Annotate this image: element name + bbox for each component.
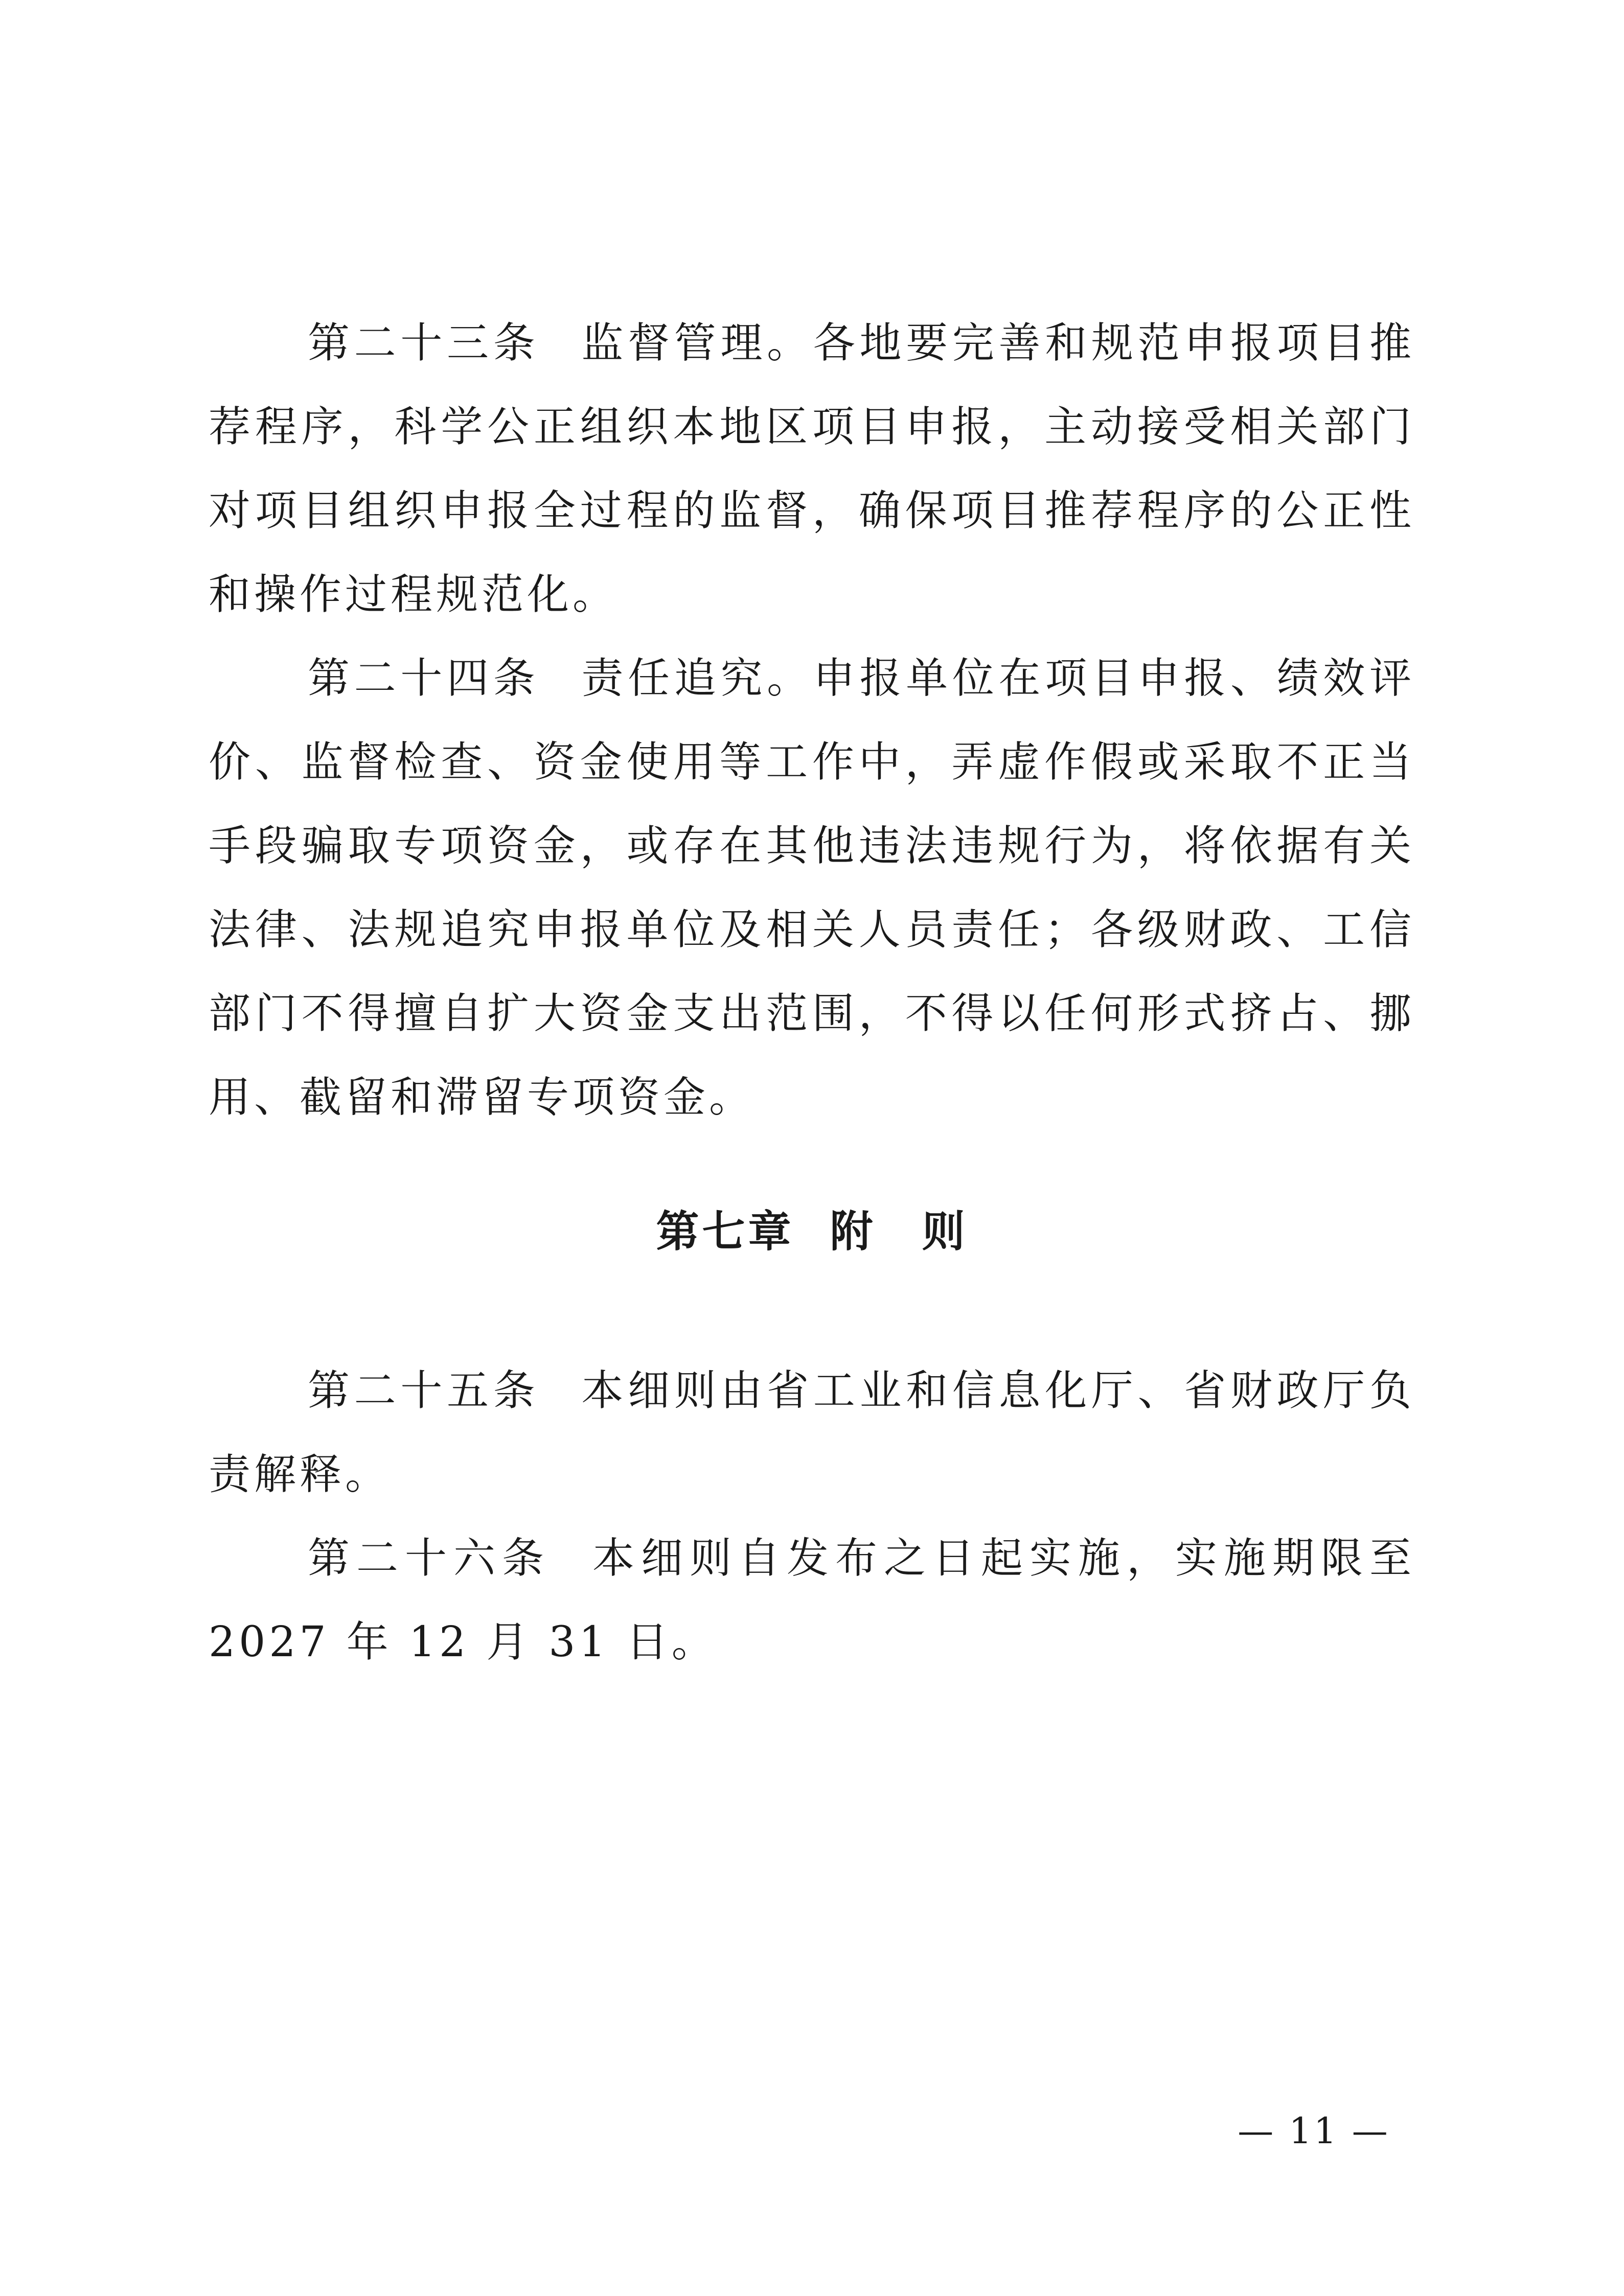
- article-text: 本细则自发布之日起实施，实施期限至 2027 年 12 月 31 日。: [209, 1534, 1415, 1666]
- article-number: 第二十五条: [308, 1366, 540, 1415]
- article-number: 第二十六条: [308, 1534, 551, 1583]
- article-text: 责任追究。申报单位在项目申报、绩效评价、监督检查、资金使用等工作中，弄虚作假或采取不正当手段骗取专项资金，或存在其他违法违规行为，将依据有关法律、法规追究申报单位及相关人员责任；各级财政、工信部门不得擅自扩大资金支出范围，不得以任何形式挤占、挪用、截留和滞留专项资金。: [209, 654, 1415, 1122]
- article-number: 第二十四条: [308, 654, 540, 703]
- chapter-heading: [0, 1201, 1624, 1262]
- article-paragraph-25: [209, 1349, 1415, 1517]
- article-paragraph-24: [209, 637, 1415, 1140]
- chapter-title: 附 则: [830, 1207, 968, 1257]
- article-paragraph-26: [209, 1517, 1415, 1684]
- article-number: 第二十三条: [308, 319, 540, 367]
- page-number: — 11 —: [1238, 2110, 1390, 2152]
- article-block-lower: [209, 1349, 1415, 1684]
- article-text: 监督管理。各地要完善和规范申报项目推荐程序，科学公正组织本地区项目申报，主动接受相关部门对项目组织申报全过程的监督，确保项目推荐程序的公正性和操作过程规范化。: [209, 319, 1415, 619]
- article-text: 本细则由省工业和信息化厅、省财政厅负责解释。: [209, 1366, 1415, 1499]
- article-block-upper: [209, 302, 1415, 1140]
- article-paragraph-23: [209, 302, 1415, 637]
- chapter-number: 第七章: [656, 1207, 794, 1257]
